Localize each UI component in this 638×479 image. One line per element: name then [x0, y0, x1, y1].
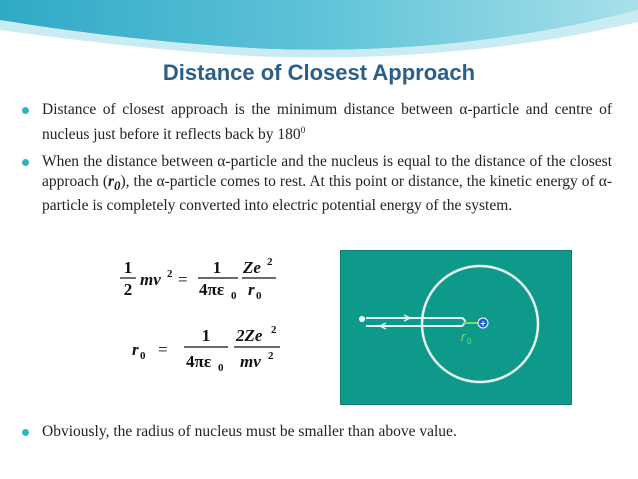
- equations: [110, 255, 320, 385]
- svg-text:2: 2: [271, 324, 277, 336]
- degree-superscript: 0: [300, 125, 306, 135]
- bullet-1: [22, 100, 612, 145]
- r0-symbol: $r_0$: [107, 173, 121, 194]
- equation-1: [120, 256, 276, 302]
- svg-text:mv: mv: [240, 352, 261, 371]
- svg-text:r: r: [248, 280, 255, 299]
- svg-text:4πε: 4πε: [186, 352, 212, 371]
- svg-text:2: 2: [123, 280, 133, 299]
- svg-text:Ze: Ze: [243, 258, 261, 277]
- svg-text:2: 2: [167, 268, 173, 280]
- svg-text:0: 0: [140, 350, 146, 362]
- svg-text:0: 0: [231, 290, 237, 302]
- alpha-source-dot: [359, 316, 365, 322]
- bullet-2: [22, 152, 612, 216]
- bullet-2-text-before: When the distance between α-particle and the nucleus is equal to the distance of the closest approach (: [42, 153, 612, 190]
- bullet-1-text: Distance of closest approach is the minimum distance between α-particle and centre of nucleus just before it reflects back by 180: [42, 101, 612, 144]
- nucleus-plus-sign: +: [480, 318, 486, 329]
- svg-text:r: r: [132, 340, 139, 359]
- bullet-2-text-after: ), the α-particle comes to rest. At this point or distance, the kinetic energy of α-particle is completely converted into electric potential energy of the system.: [42, 173, 612, 215]
- bullet-dot: [22, 159, 29, 166]
- bullet-3: [22, 422, 612, 442]
- svg-text:mv: mv: [140, 270, 161, 289]
- svg-text:0: 0: [218, 362, 224, 374]
- bullet-dot: [22, 107, 29, 114]
- svg-text:2: 2: [268, 350, 274, 362]
- slide-title: Distance of Closest Approach: [162, 60, 476, 85]
- svg-text:=: =: [178, 270, 188, 289]
- svg-text:0: 0: [256, 290, 262, 302]
- closest-approach-diagram: [340, 250, 572, 405]
- equation-2: [132, 324, 280, 374]
- r0-label-subscript: 0: [467, 337, 472, 346]
- bullet-3-text: Obviously, the radius of nucleus must be smaller than above value.: [42, 423, 457, 440]
- r0-label: r: [461, 329, 466, 344]
- svg-text:1: 1: [212, 258, 222, 277]
- svg-text:4πε: 4πε: [199, 280, 225, 299]
- bullet-dot: [22, 429, 29, 436]
- svg-text:1: 1: [123, 258, 133, 277]
- svg-text:1: 1: [201, 326, 211, 345]
- svg-text:2: 2: [267, 256, 273, 268]
- svg-text:2Ze: 2Ze: [236, 326, 263, 345]
- header-decoration: [0, 0, 638, 60]
- svg-text:=: =: [158, 340, 168, 359]
